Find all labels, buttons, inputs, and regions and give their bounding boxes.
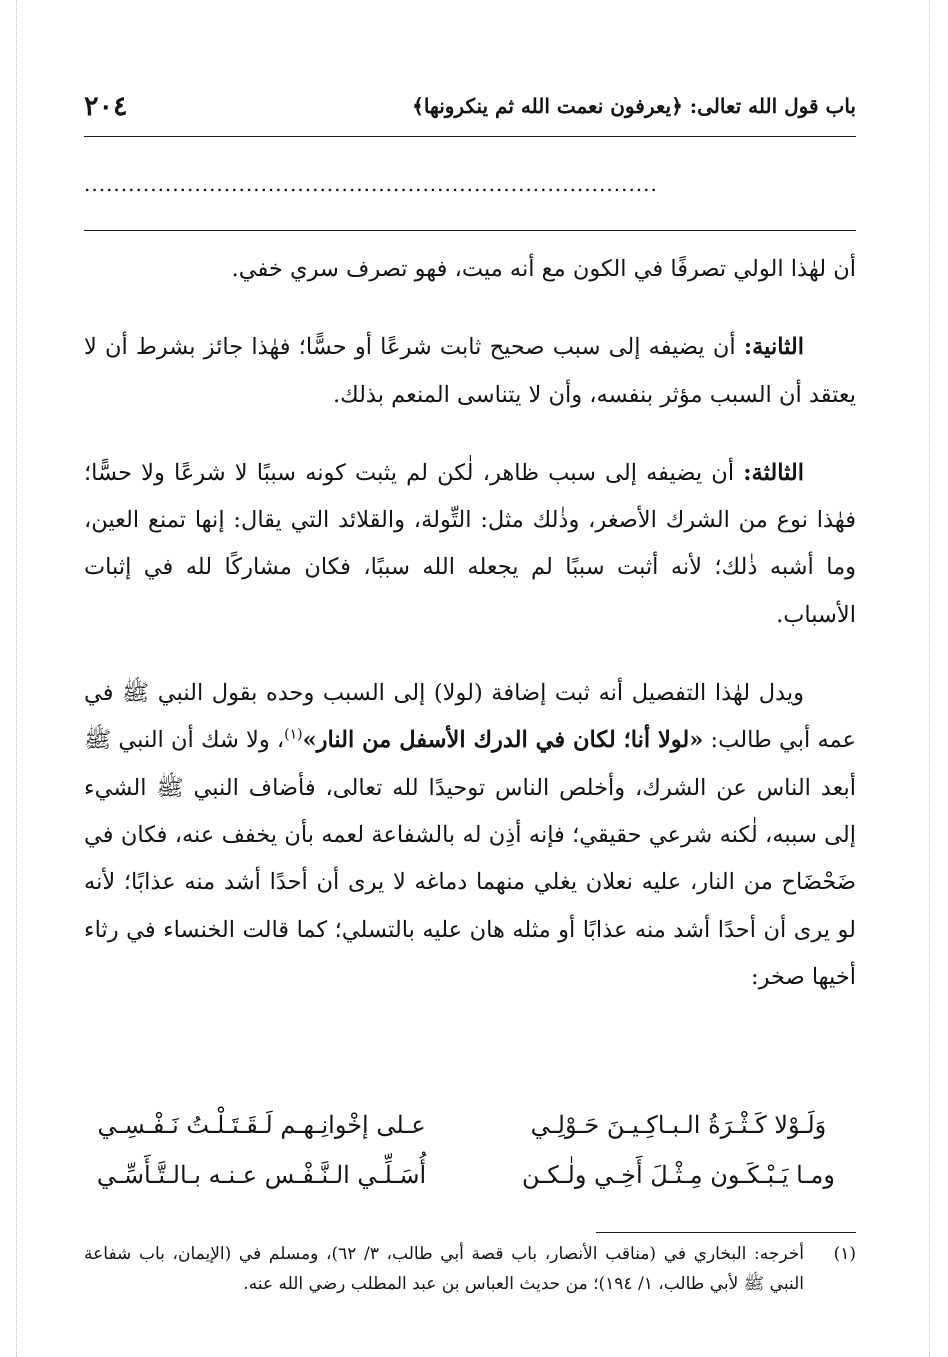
poem bbox=[84, 1100, 856, 1200]
hemistich-first: ومـا يَـبْـكَـون مِـثْـلَ أَخِـي ولٰـكـن bbox=[521, 1161, 835, 1189]
page-header bbox=[84, 86, 856, 126]
hemistich-first: وَلَـوْلا كَـثْـرَةُ الـبـاكِـيـنَ حَـوْلِـي bbox=[530, 1111, 827, 1139]
paragraph-third-type bbox=[84, 450, 856, 639]
separator-dots: .............................................................................. bbox=[84, 174, 658, 194]
scan-edge-dotted-line bbox=[16, 0, 17, 1357]
paragraph-text: أن لهٰذا الولي تصرفًا في الكون مع أنه ميت، فهو تصرف سري خفي. bbox=[231, 256, 856, 282]
book-page bbox=[84, 0, 856, 1357]
scan-edge-dotted-line bbox=[929, 0, 930, 1357]
paragraph-text: أن يضيفه إلى سبب صحيح ثابت شرعًا أو حسًّا؛ فهٰذا جائز بشرط أن لا يعتقد أن السبب مؤثر بنفسه، وأن لا يتناسى المنعم بذلك. bbox=[84, 334, 856, 408]
body-text bbox=[84, 246, 856, 1032]
paragraph-second-type bbox=[84, 324, 856, 419]
poem-verse bbox=[84, 1150, 856, 1200]
footnote-text: أخرجه: البخاري في (مناقب الأنصار، باب قصة أبي طالب، ٣/ ٦٢)، ومسلم في (الإيمان، باب شفاعة النبي ﷺ لأبي طالب، ١/ ١٩٤)؛ من حديث العباس بن عبد المطلب رضي الله عنه. bbox=[84, 1244, 804, 1294]
term-second: الثانية: bbox=[743, 334, 804, 361]
paragraph-text: ، ولا شك أن النبي ﷺ أبعد الناس عن الشرك، وأخلص الناس توحيدًا لله تعالى، فأضاف النبي ﷺ الشيء إلى سببه، لٰكنه شرعي حقيقي؛ فإنه أذِن له بالشفاعة لعمه بأن يخفف عنه، فكان في ضَحْضَاح من النار، عليه نعلان يغلي منهما دماغه لا يرى أن أحدًا أشد منه عذابًا؛ لأنه لو يرى أن أحدًا أشد منه عذابًا أو مثله هان عليه بالتسلي؛ كما قالت الخنساء في رثاء أخيها صخر: bbox=[84, 727, 856, 990]
page-number: ٢٠٤ bbox=[84, 90, 128, 122]
hemistich-second: أُسَـلِّـي الـنَّـفْـس عـنـه بـالـتَّـأَسِّـي bbox=[96, 1161, 427, 1189]
running-title: باب قول الله تعالى: ﴿يعرفون نعمت الله ثم ينكرونها﴾ bbox=[412, 94, 856, 118]
paragraph-text: ويدل لهٰذا التفصيل أنه ثبت إضافة (لولا) إلى السبب وحده بقول النبي ﷺ في عمه أبي طالب: bbox=[84, 680, 856, 754]
hemistich-second: عـلى إخْوانِـهـم لَـقَـتَـلْـتُ نَـفْـسِـي bbox=[97, 1111, 426, 1139]
footnote-reference: (١) bbox=[284, 726, 303, 743]
header-rule bbox=[84, 136, 856, 137]
poem-verse bbox=[84, 1100, 856, 1150]
hadith-quote: «لولا أنا؛ لكان في الدرك الأسفل من النار» bbox=[302, 727, 704, 754]
paragraph-text: أن يضيفه إلى سبب ظاهر، لٰكن لم يثبت كونه سببًا لا شرعًا ولا حسًّا؛ فهٰذا نوع من الشرك الأصغر، وذٰلك مثل: التِّولة، والقلائد التي يقال: إنها تمنع العين، وما أشبه ذٰلك؛ لأنه أثبت سببًا لم يجعله الله سببًا، فكان مشاركًا لله في إثبات الأسباب. bbox=[84, 459, 856, 628]
separator-rule bbox=[84, 230, 856, 231]
paragraph-evidence bbox=[84, 670, 856, 1001]
paragraph-continuation bbox=[84, 246, 856, 293]
term-third: الثالثة: bbox=[743, 459, 804, 486]
footnote-rule bbox=[596, 1232, 856, 1233]
footnotes bbox=[84, 1240, 856, 1299]
footnote-number: (١) bbox=[833, 1244, 856, 1264]
